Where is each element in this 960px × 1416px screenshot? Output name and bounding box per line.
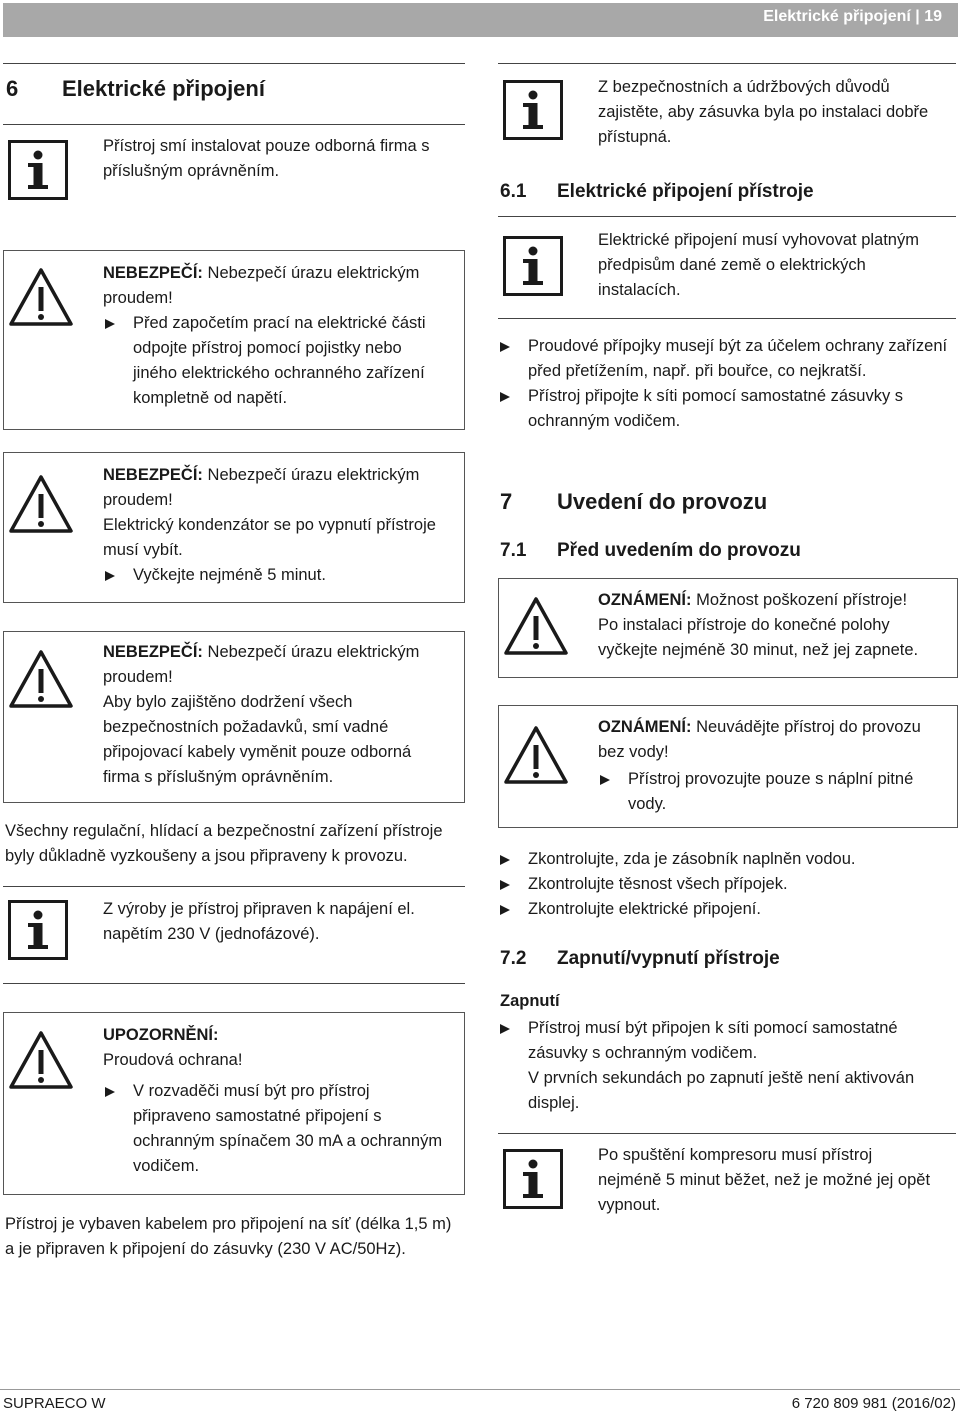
notice-message: Možnost poškození přístroje!: [696, 591, 908, 609]
warning-message: Proudová ochrana!: [103, 1051, 243, 1069]
warning-bullet: V rozvaděči musí být pro přístroj připraveno samostatné připojení s ochranným spínačem 30 mA a ochranným vodičem.: [103, 1079, 448, 1179]
bullet-list-7-1: [498, 847, 953, 922]
danger-bullet: Před započetím prací na elektrické části odpojte přístroj pomocí pojistky nebo jiného elektrického ochranného zařízení kompletně od napětí.: [103, 311, 448, 411]
info-icon: [8, 900, 68, 960]
info-text-5: Po spuštění kompresoru musí přístroj nejméně 5 minut běžet, než je možné jej opět vypnout.: [598, 1146, 931, 1214]
info-text-2: Z výroby je přístroj připraven k napájení el. napětím 230 V (jednofázové).: [103, 900, 415, 943]
section-7-2-number: 7.2: [500, 948, 527, 969]
section-6-number: 6: [6, 76, 19, 101]
paragraph-2: Přístroj je vybaven kabelem pro připojení na síť (délka 1,5 m) a je připraven k připojení do zásuvky (230 V AC/50Hz).: [5, 1215, 452, 1258]
notice-message: Neuvádějte přístroj do provozu bez vody!: [598, 718, 921, 761]
warning-triangle-icon: [8, 1029, 74, 1095]
danger-label: NEBEZPEČÍ:: [103, 466, 203, 484]
list-item: Přístroj musí být připojen k síti pomocí samostatné zásuvky s ochranným vodičem.: [498, 1016, 960, 1066]
section-7-title: Uvedení do provozu: [557, 489, 768, 514]
list-item: Zkontrolujte, zda je zásobník naplněn vodou.: [498, 847, 953, 872]
section-6-1-title: Elektrické připojení přístroje: [557, 181, 814, 202]
section-7-number: 7: [500, 489, 513, 514]
info-icon: [503, 1149, 563, 1209]
info-icon: [503, 236, 563, 296]
warning-triangle-icon: [8, 648, 74, 714]
divider: [498, 216, 956, 217]
list-item: Zkontrolujte těsnost všech přípojek.: [498, 872, 953, 897]
divider: [498, 63, 956, 64]
danger-message: Nebezpečí úrazu elektrickým proudem!: [103, 643, 420, 686]
notice-text-2: [598, 715, 943, 817]
list-item: Přístroj připojte k síti pomocí samostatné zásuvky s ochranným vodičem.: [498, 384, 953, 434]
danger-text-1: [103, 261, 448, 411]
warning-triangle-icon: [503, 595, 569, 661]
paragraph-1: Všechny regulační, hlídací a bezpečnostní zařízení přístroje byly důkladně vyzkoušeny a jsou připraveny k provozu.: [5, 822, 443, 865]
divider: [498, 318, 956, 319]
warning-text-1: [103, 1023, 448, 1179]
info-icon: [8, 140, 68, 200]
danger-text-3: [103, 640, 448, 790]
divider: [3, 886, 465, 887]
danger-body: Aby bylo zajištěno dodržení všech bezpečnostních požadavků, smí vadné připojovací kabely vyměnit pouze odborná firma s příslušným oprávněním.: [103, 693, 412, 786]
notice-bullet: Přístroj provozujte pouze s náplní pitné vody.: [598, 767, 943, 817]
warning-label: UPOZORNĚNÍ:: [103, 1026, 219, 1044]
list-item: Zkontrolujte elektrické připojení.: [498, 897, 953, 922]
notice-label: OZNÁMENÍ:: [598, 718, 692, 736]
notice-label: OZNÁMENÍ:: [598, 591, 692, 609]
notice-text-1: [598, 588, 943, 663]
danger-label: NEBEZPEČÍ:: [103, 643, 203, 661]
danger-label: NEBEZPEČÍ:: [103, 264, 203, 282]
bullet-list-6-1: [498, 334, 953, 434]
section-7-1-title: Před uvedením do provozu: [557, 540, 801, 561]
section-7-2-title: Zapnutí/vypnutí přístroje: [557, 948, 780, 969]
section-6-1-number: 6.1: [500, 181, 527, 202]
info-text-4: Elektrické připojení musí vyhovovat platným předpisům dané země o elektrických instalacích.: [598, 231, 919, 299]
divider: [3, 124, 465, 125]
list-item: Proudové přípojky musejí být za účelem ochrany zařízení před přetížením, např. při bouřce, co nejkratší.: [498, 334, 953, 384]
divider: [498, 1133, 956, 1134]
section-7-1-number: 7.1: [500, 540, 527, 561]
page-header-text: Elektrické připojení | 19: [763, 8, 942, 25]
footer-divider: [0, 1389, 960, 1390]
danger-message: Nebezpečí úrazu elektrickým proudem!: [103, 466, 420, 509]
list-item-continuation: V prvních sekundách po zapnutí ještě není aktivován displej.: [528, 1069, 915, 1112]
subheading-zapnuti: Zapnutí: [500, 992, 560, 1010]
footer-product: SUPRAECO W: [3, 1395, 106, 1412]
warning-triangle-icon: [8, 266, 74, 332]
danger-message: Nebezpečí úrazu elektrickým proudem!: [103, 264, 420, 307]
danger-bullet: Vyčkejte nejméně 5 minut.: [103, 563, 448, 588]
section-6-title: Elektrické připojení: [62, 76, 265, 101]
bullet-7-2: [498, 1016, 960, 1116]
footer-doc-number: 6 720 809 981 (2016/02): [791, 1395, 956, 1412]
info-text-3: Z bezpečnostních a údržbových důvodů zajistěte, aby zásuvka byla po instalaci dobře přístupná.: [598, 78, 929, 146]
info-text-1: Přístroj smí instalovat pouze odborná firma s příslušným oprávněním.: [103, 137, 430, 180]
divider: [3, 983, 465, 984]
danger-text-2: [103, 463, 448, 588]
danger-body: Elektrický kondenzátor se po vypnutí přístroje musí vybít.: [103, 516, 436, 559]
notice-body: Po instalaci přístroje do konečné polohy vyčkejte nejméně 30 minut, než jej zapnete.: [598, 616, 919, 659]
info-icon: [503, 80, 563, 140]
warning-triangle-icon: [503, 724, 569, 790]
warning-triangle-icon: [8, 473, 74, 539]
divider: [3, 63, 465, 64]
